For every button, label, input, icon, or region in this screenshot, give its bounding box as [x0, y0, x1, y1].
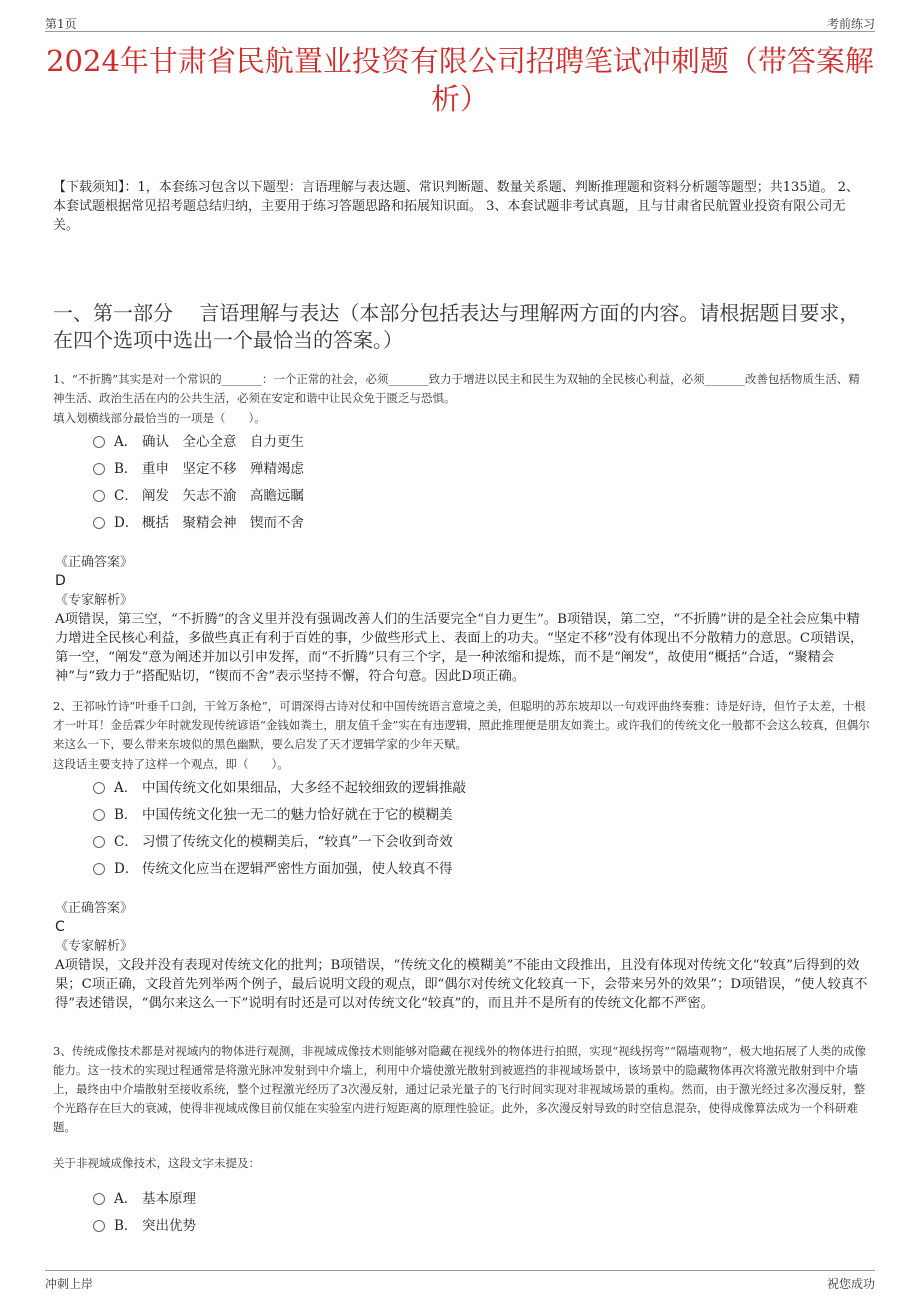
question-2-option-c[interactable]: C． 习惯了传统文化的模糊美后，“较真”一下会收到奇效 — [93, 826, 466, 853]
document-title: 2024年甘肃省民航置业投资有限公司招聘笔试冲刺题（带答案解析） — [46, 44, 874, 116]
radio-icon[interactable] — [93, 782, 105, 794]
question-3-text: 3、传统成像技术都是对视域内的物体进行观测，非视域成像技术则能够对隐藏在视线外的物体进行拍照，实现“视线拐弯”“隔墙观物”，极大地拓展了人类的成像能力。这一技术的实现过程通常是将激光脉冲发射到中介墙上，利用中介墙使激光散射到被遮挡的非视域场景中，该场景中的隐藏物体再次将激光散射到中介墙上，最终由中介墙散射至接收系统，整个过程激光经历了3次漫反射，通过记录光量子的飞行时间实现对非视域场景的重构。然而，由于激光经过多次漫反射，整个光路存在巨大的衰减，使得非视域成像目前仅能在实验室内进行短距离的原理性验证。此外，多次漫反射导致的时空信息混杂，使得成像算法成为一个科研难题。 — [53, 1044, 866, 1134]
question-2-prompt: 这段话主要支持了这样一个观点，即（ ）。 — [53, 757, 289, 771]
question-3-option-a[interactable]: A． 基本原理 — [93, 1183, 196, 1210]
question-2-answer: C — [55, 919, 65, 935]
header-tag: 考前练习 — [826, 17, 875, 31]
download-notice: 【下载须知】：1，本套练习包含以下题型：言语理解与表达题、常识判断题、数量关系题、判断推理题和资料分析题等题型；共135道。 2、本套试题根据常见招考题总结归纳，主要用于练习答题思路和拓展知识面。 3、本套试题非考试真题，且与甘肃省民航置业投资有限公司无关。 — [53, 180, 859, 233]
radio-icon[interactable] — [93, 490, 105, 502]
radio-icon[interactable] — [93, 463, 105, 475]
question-1-answer: D — [55, 573, 66, 589]
question-3-options — [93, 1183, 196, 1237]
question-2-answer-label: 《正确答案》 — [55, 901, 134, 916]
page-number: 第1页 — [45, 17, 77, 31]
question-2-option-d[interactable]: D． 传统文化应当在逻辑严密性方面加强，使人较真不得 — [93, 853, 466, 880]
page-header — [45, 12, 875, 32]
question-1-prompt: 填入划横线部分最恰当的一项是（ ）。 — [53, 411, 266, 425]
question-2-text: 2、王祁咏竹诗“叶垂千口剑，干耸万条枪”，可谓深得古诗对仗和中国传统语言意境之美，但聪明的苏东坡却以一句戏评曲终奏雅：诗是好诗，但竹子太差，十根才一叶耳！金岳霖少年时就发现传统谚语“金钱如粪土，朋友值千金”实在有违逻辑，照此推理便是朋友如粪土。或许我们的传统文化一般都不会这么较真，但偶尔来这么一下，要么带来东坡似的黑色幽默，要么启发了天才逻辑学家的少年天赋。 — [53, 699, 870, 751]
radio-icon[interactable] — [93, 863, 105, 875]
radio-icon[interactable] — [93, 1193, 105, 1205]
page-footer — [45, 1270, 875, 1292]
question-2-analysis-label: 《专家解析》 — [55, 939, 134, 954]
footer-right: 祝您成功 — [826, 1277, 875, 1291]
question-1-option-b[interactable]: B． 重申 坚定不移 殚精竭虑 — [93, 453, 304, 480]
question-2-option-a[interactable]: A． 中国传统文化如果细品，大多经不起较细致的逻辑推敲 — [93, 772, 466, 799]
question-1-option-d[interactable]: D． 概括 聚精会神 锲而不舍 — [93, 507, 304, 534]
radio-icon[interactable] — [93, 1220, 105, 1232]
question-2-analysis: A项错误，文段并没有表现对传统文化的批判；B项错误，“传统文化的模糊美”不能由文段推出，且没有体现对传统文化“较真”后得到的效果；C项正确，文段首先列举两个例子，最后说明文段的观点，即“偶尔对传统文化较真一下，会带来另外的效果”；D项错误，“使人较真不得”表述错误，“偶尔来这么一下”说明有时还是可以对传统文化“较真”的，而且并不是所有的传统文化都不严密。 — [55, 958, 868, 1011]
question-1-text: 1、“不折腾”其实是对一个常识的_______：一个正常的社会，必须_______致力于增进以民主和民生为双轴的全民核心利益，必须_______改善包括物质生活、精神生活、政治生活在内的公共生活，必须在安定和谐中让民众免于匮乏与恐惧。 — [53, 372, 860, 405]
question-3-prompt: 关于非视域成像技术，这段文字未提及： — [53, 1156, 260, 1170]
radio-icon[interactable] — [93, 836, 105, 848]
question-1-answer-label: 《正确答案》 — [55, 555, 134, 570]
question-1-analysis-label: 《专家解析》 — [55, 593, 134, 608]
question-1-options — [93, 426, 304, 534]
question-3-option-b[interactable]: B． 突出优势 — [93, 1210, 196, 1237]
question-1-option-a[interactable]: A． 确认 全心全意 自力更生 — [93, 426, 304, 453]
question-2-options — [93, 772, 466, 880]
radio-icon[interactable] — [93, 436, 105, 448]
question-1-option-c[interactable]: C． 阐发 矢志不渝 高瞻远瞩 — [93, 480, 304, 507]
footer-left: 冲刺上岸 — [45, 1277, 94, 1291]
question-2-option-b[interactable]: B． 中国传统文化独一无二的魅力恰好就在于它的模糊美 — [93, 799, 466, 826]
question-1-analysis: A项错误，第三空，“不折腾”的含义里并没有强调改善人们的生活要完全“自力更生”。B项错误，第二空，“不折腾”讲的是全社会应集中精力增进全民核心利益，多做些真正有利于百姓的事，少做些形式上、表面上的功夫。“坚定不移”没有体现出不分散精力的意思。C项错误，第一空，“阐发”意为阐述并加以引申发挥，而“不折腾”只有三个字，是一种浓缩和提炼，而不是“阐发”，故使用“概括”合适，“聚精会神”与“致力于”搭配贴切，“锲而不舍”表示坚持不懈，符合句意。因此D项正确。 — [55, 612, 864, 684]
section-heading: 一、第一部分 言语理解与表达（本部分包括表达与理解两方面的内容。请根据题目要求，在四个选项中选出一个最恰当的答案。） — [53, 301, 860, 352]
radio-icon[interactable] — [93, 809, 105, 821]
radio-icon[interactable] — [93, 517, 105, 529]
